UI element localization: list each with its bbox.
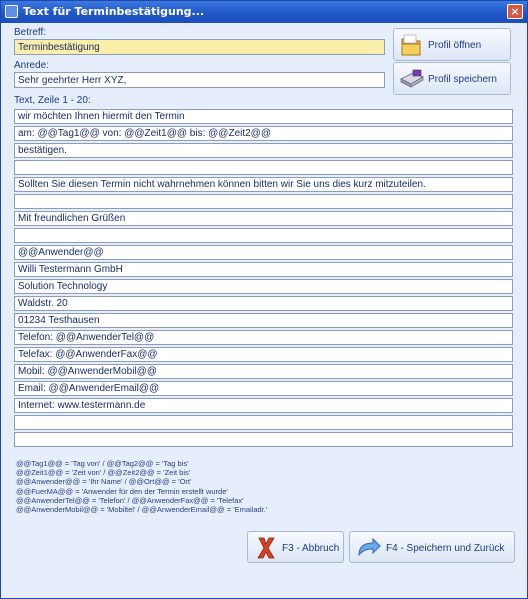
title-bar[interactable] bbox=[1, 1, 527, 23]
text-line-8[interactable] bbox=[14, 228, 513, 243]
window-title: Text für Terminbestätigung... bbox=[23, 5, 205, 18]
text-line-3[interactable]: bestätigen. bbox=[14, 143, 513, 158]
text-line-7[interactable]: Mit freundlichen Grüßen bbox=[14, 211, 513, 226]
text-line-14[interactable]: Telefon: @@AnwenderTel@@ bbox=[14, 330, 513, 345]
text-line-17[interactable]: Email: @@AnwenderEmail@@ bbox=[14, 381, 513, 396]
save-profile-button[interactable] bbox=[393, 62, 511, 95]
legend-line: @@AnwenderTel@@ = 'Telefon' / @@AnwenderFax@@ = 'Telefax' bbox=[16, 495, 244, 505]
save-and-back-label: F4 - Speichern und Zurück bbox=[386, 543, 505, 554]
disk-save-icon bbox=[399, 69, 425, 89]
text-line-10[interactable]: Willi Testermann GmbH bbox=[14, 262, 513, 277]
red-x-icon bbox=[256, 536, 276, 560]
text-line-16[interactable]: Mobil: @@AnwenderMobil@@ bbox=[14, 364, 513, 379]
save-profile-label: Profil speichern bbox=[428, 74, 497, 85]
open-profile-label: Profil öffnen bbox=[428, 40, 482, 51]
folder-icon bbox=[400, 33, 422, 57]
text-line-2[interactable]: am: @@Tag1@@ von: @@Zeit1@@ bis: @@Zeit2@@ bbox=[14, 126, 513, 141]
cancel-label: F3 - Abbruch bbox=[282, 543, 340, 554]
text-line-19[interactable] bbox=[14, 415, 513, 430]
app-icon bbox=[5, 5, 18, 18]
text-line-9[interactable]: @@Anwender@@ bbox=[14, 245, 513, 260]
anrede-label: Anrede: bbox=[14, 60, 50, 71]
text-line-4[interactable] bbox=[14, 160, 513, 175]
save-and-back-button[interactable] bbox=[349, 531, 515, 563]
text-line-20[interactable] bbox=[14, 432, 513, 447]
text-lines-label: Text, Zeile 1 - 20: bbox=[14, 95, 91, 106]
legend-line: @@Anwender@@ = 'Ihr Name' / @@Ort@@ = 'Ort' bbox=[16, 477, 192, 487]
text-line-15[interactable]: Telefax: @@AnwenderFax@@ bbox=[14, 347, 513, 362]
text-line-6[interactable] bbox=[14, 194, 513, 209]
text-line-13[interactable]: 01234 Testhausen bbox=[14, 313, 513, 328]
close-icon[interactable]: × bbox=[507, 4, 523, 19]
legend-line: @@FuerMA@@ = 'Anwender für den der Termin erstellt wurde' bbox=[16, 486, 228, 496]
return-arrow-icon bbox=[356, 537, 382, 559]
legend-line: @@Zeit1@@ = 'Zeit von' / @@Zeit2@@ = 'Zeit bis' bbox=[16, 468, 191, 478]
text-line-1[interactable]: wir möchten Ihnen hiermit den Termin bbox=[14, 109, 513, 124]
betreff-field[interactable]: Terminbestätigung bbox=[14, 39, 385, 55]
legend-line: @@Tag1@@ = 'Tag von' / @@Tag2@@ = 'Tag bis' bbox=[16, 459, 189, 468]
legend-line: @@AnwenderMobil@@ = 'Mobiltel' / @@AnwenderEmail@@ = 'Emailadr.' bbox=[16, 505, 268, 515]
text-line-11[interactable]: Solution Technology bbox=[14, 279, 513, 294]
text-line-5[interactable]: Sollten Sie diesen Termin nicht wahrnehmen können bitten wir Sie uns dies kurz mitzuteilen. bbox=[14, 177, 513, 192]
text-line-18[interactable]: Internet: www.testermann.de bbox=[14, 398, 513, 413]
text-line-12[interactable]: Waldstr. 20 bbox=[14, 296, 513, 311]
betreff-label: Betreff: bbox=[14, 27, 47, 38]
cancel-button[interactable] bbox=[247, 531, 344, 563]
anrede-field[interactable]: Sehr geehrter Herr XYZ, bbox=[14, 72, 385, 88]
open-profile-button[interactable] bbox=[393, 28, 511, 61]
placeholder-legend bbox=[16, 459, 267, 514]
